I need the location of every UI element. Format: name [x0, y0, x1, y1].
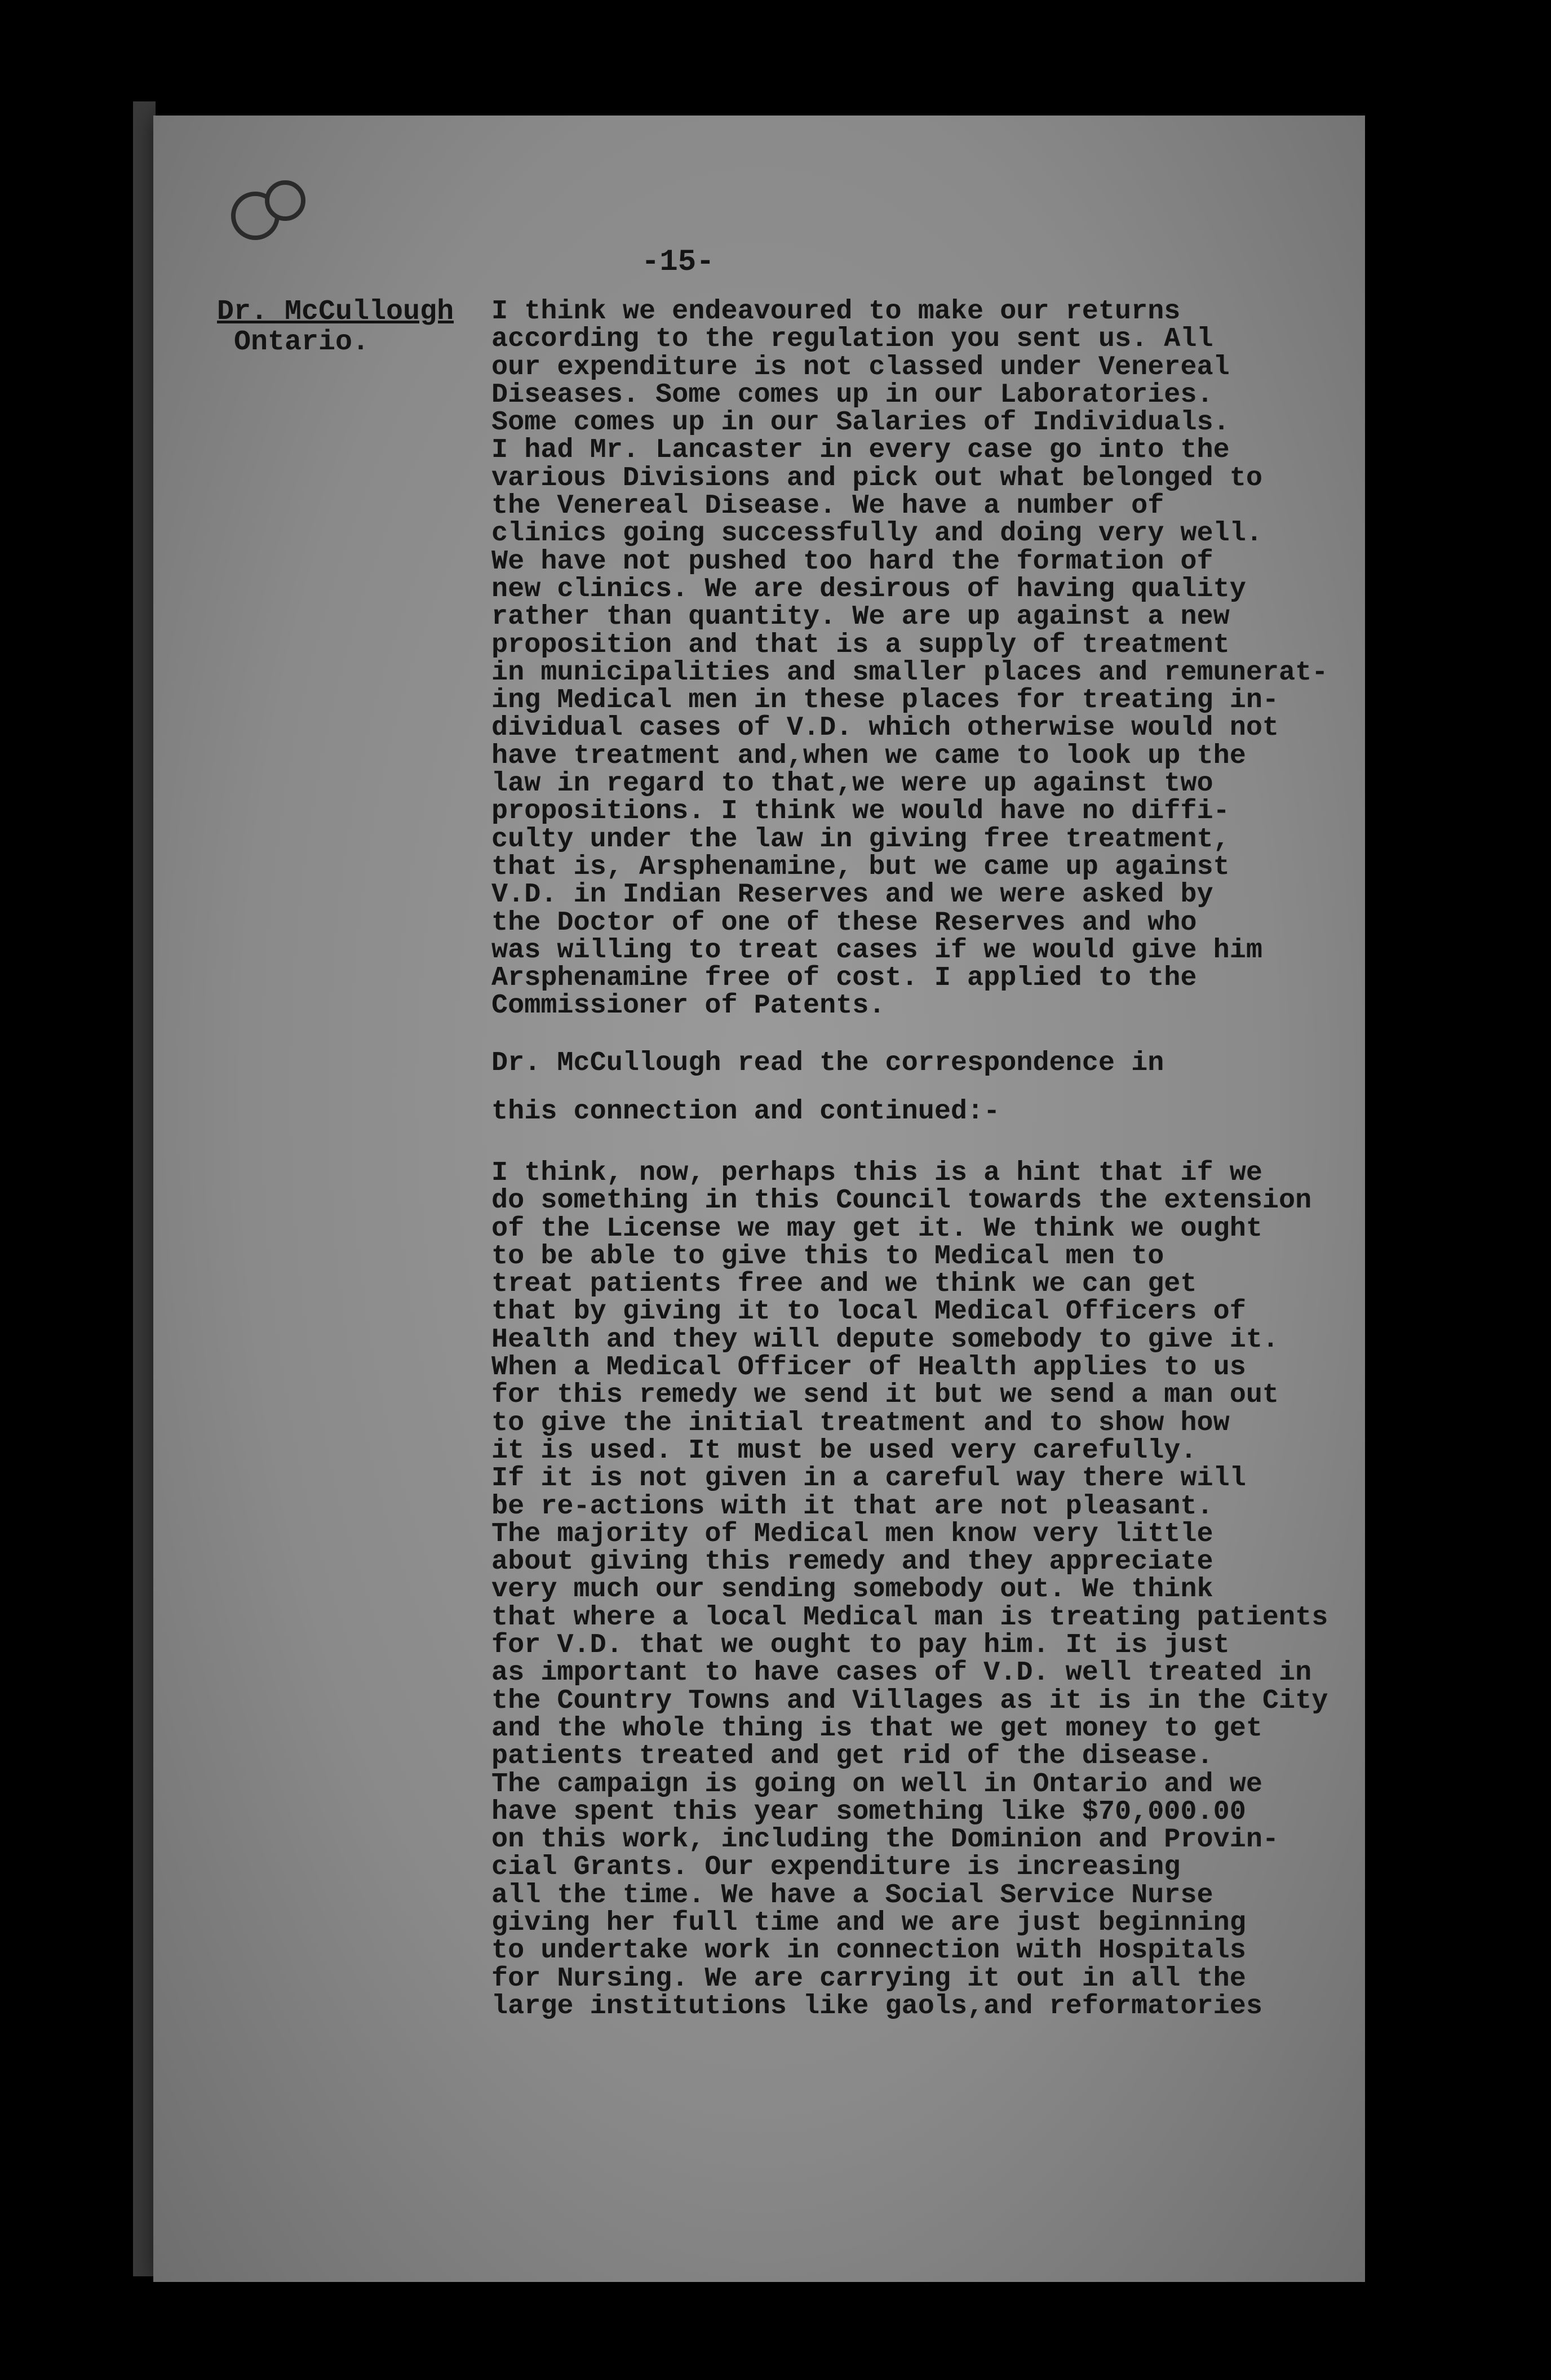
text-line: propositions. I think we would have no diffi- — [491, 796, 1230, 827]
text-line: rather than quantity. We are up against a new — [491, 601, 1230, 633]
text-line: Health and they will depute somebody to give it. — [491, 1324, 1279, 1355]
text-line: our expenditure is not classed under Venereal — [491, 351, 1230, 383]
text-line: to give the initial treatment and to show how — [491, 1407, 1230, 1438]
text-line: ing Medical men in these places for treating in- — [491, 685, 1279, 716]
text-line: various Divisions and pick out what belonged to — [491, 462, 1262, 494]
text-line: dividual cases of V.D. which otherwise would not — [491, 712, 1279, 744]
text-line: that where a local Medical man is treating patients — [491, 1601, 1328, 1633]
correspondence-note-continued: this connection and continued:- — [491, 1096, 1000, 1127]
text-line: in municipalities and smaller places and remunerat- — [491, 656, 1328, 688]
page-shadow-edge — [133, 101, 156, 2276]
text-line: that by giving it to local Medical Officers of — [491, 1296, 1246, 1327]
text-line: for this remedy we send it but we send a man out — [491, 1379, 1279, 1411]
text-line: giving her full time and we are just beginning — [491, 1907, 1246, 1939]
text-line: as important to have cases of V.D. well treated in — [491, 1657, 1312, 1689]
text-line: for V.D. that we ought to pay him. It is just — [491, 1629, 1230, 1661]
text-line: cial Grants. Our expenditure is increasing — [491, 1851, 1181, 1883]
text-line: of the License we may get it. We think we ought — [491, 1213, 1262, 1244]
punch-hole-icon — [265, 180, 305, 221]
text-line: new clinics. We are desirous of having quality — [491, 573, 1246, 605]
text-line: I had Mr. Lancaster in every case go into the — [491, 434, 1230, 466]
speaker-name: Dr. McCullough — [217, 296, 454, 328]
text-line: We have not pushed too hard the formation of — [491, 545, 1213, 577]
text-line: was willing to treat cases if we would give him — [491, 934, 1262, 966]
text-line: patients treated and get rid of the disease. — [491, 1740, 1213, 1772]
text-line: I think we endeavoured to make our returns — [491, 296, 1181, 327]
text-line: clinics going successfully and doing very well. — [491, 518, 1262, 549]
text-line: all the time. We have a Social Service Nurse — [491, 1879, 1213, 1911]
text-line: according to the regulation you sent us. All — [491, 323, 1213, 355]
text-line: Some comes up in our Salaries of Individuals. — [491, 407, 1230, 438]
text-line: very much our sending somebody out. We think — [491, 1574, 1213, 1605]
speaker-label — [217, 297, 454, 358]
text-line: Commissioner of Patents. — [491, 990, 885, 1022]
text-line: If it is not given in a careful way there will — [491, 1463, 1246, 1494]
page-number: -15- — [641, 245, 715, 279]
text-line: have treatment and,when we came to look up the — [491, 740, 1246, 771]
text-line: The majority of Medical men know very little — [491, 1518, 1213, 1549]
text-line: about giving this remedy and they appreciate — [491, 1546, 1213, 1578]
correspondence-note: Dr. McCullough read the correspondence in — [491, 1047, 1164, 1078]
text-line: culty under the law in giving free treatment, — [491, 823, 1230, 855]
text-line: to be able to give this to Medical men to — [491, 1240, 1164, 1272]
text-line: the Doctor of one of these Reserves and who — [491, 907, 1197, 938]
text-line: When a Medical Officer of Health applies to us — [491, 1352, 1246, 1383]
text-line: Diseases. Some comes up in our Laboratories. — [491, 379, 1213, 410]
text-line: to undertake work in connection with Hospitals — [491, 1935, 1246, 1966]
text-line: I think, now, perhaps this is a hint that if we — [491, 1157, 1262, 1188]
text-line: law in regard to that,we were up against two — [491, 768, 1213, 800]
text-line: treat patients free and we think we can get — [491, 1268, 1197, 1300]
paragraph-1 — [491, 298, 1328, 1020]
text-line: be re-actions with it that are not pleasant. — [491, 1490, 1213, 1522]
text-line: V.D. in Indian Reserves and we were asked by — [491, 879, 1213, 911]
text-line: The campaign is going on well in Ontario and we — [491, 1768, 1262, 1800]
text-line: that is, Arsphenamine, but we came up against — [491, 851, 1230, 882]
text-line: do something in this Council towards the extension — [491, 1185, 1312, 1216]
text-line: proposition and that is a supply of treatment — [491, 629, 1230, 660]
paragraph-2 — [491, 1159, 1328, 2020]
text-line: the Venereal Disease. We have a number of — [491, 490, 1164, 522]
text-line: Arsphenamine free of cost. I applied to the — [491, 962, 1197, 994]
text-line: have spent this year something like $70,000.00 — [491, 1796, 1246, 1827]
speaker-province: Ontario. — [234, 326, 370, 358]
text-line: for Nursing. We are carrying it out in all the — [491, 1962, 1246, 1994]
text-line: the Country Towns and Villages as it is in the City — [491, 1685, 1328, 1716]
text-line: large institutions like gaols,and reformatories — [491, 1990, 1262, 2022]
text-line: on this work, including the Dominion and Provin- — [491, 1824, 1279, 1855]
text-line: and the whole thing is that we get money to get — [491, 1712, 1262, 1744]
text-line: it is used. It must be used very carefully. — [491, 1435, 1197, 1466]
